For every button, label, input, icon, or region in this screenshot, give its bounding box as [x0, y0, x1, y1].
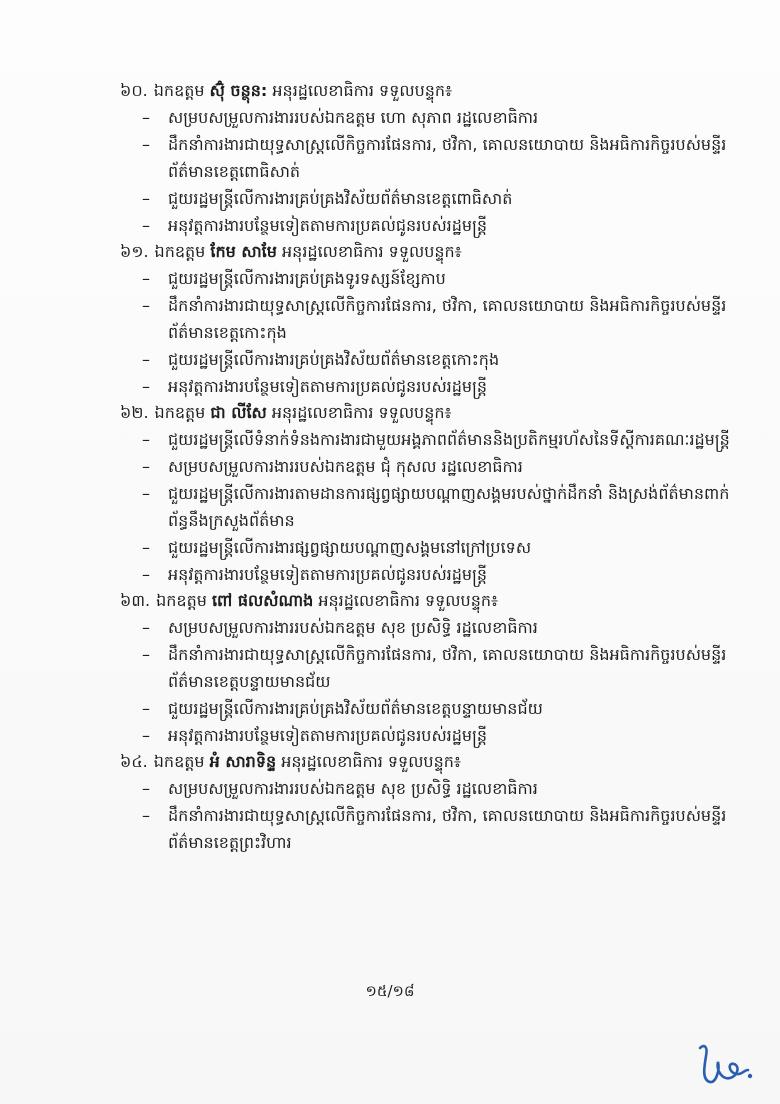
assignment-section [120, 78, 740, 239]
honorific: ឯកឧត្តម [153, 81, 205, 100]
duty-item [120, 426, 740, 453]
official-role: អនុរដ្ឋលេខាធិការ ទទួលបន្ទុក៖ [318, 591, 499, 610]
duty-text: ជួយរដ្ឋមន្ត្រីលើការងារតាមដានការផ្សព្វផ្សាយបណ្តាញសង្គមរបស់ថ្នាក់ដឹកនាំ និងស្រង់ព័ត៌មានពាក់ព័ន្ធនឹងក្រសួងព័ត៌មាន [168, 484, 730, 530]
assignment-section [120, 588, 740, 749]
duty-item [120, 185, 740, 212]
dash-bullet: – [142, 377, 150, 396]
duty-item [120, 292, 740, 346]
section-number: ៦១. [120, 242, 149, 261]
duty-item [120, 480, 740, 534]
honorific: ឯកឧត្តម [154, 242, 206, 261]
signature-mark [694, 1040, 754, 1088]
dash-bullet: – [142, 645, 150, 664]
section-number: ៦០. [120, 81, 148, 100]
honorific: ឯកឧត្តម [153, 752, 205, 771]
duty-item [120, 212, 740, 239]
duty-item [120, 802, 740, 856]
duty-text: អនុវត្តការងារបន្ថែមទៀតតាមការប្រគល់ជូនរបស់រដ្ឋមន្ត្រី [168, 726, 487, 745]
duty-text: ដឹកនាំការងារជាយុទ្ធសាស្ត្រលើកិច្ចការផែនការ, ថវិកា, គោលនយោបាយ និងអធិការកិច្ចរបស់មន្ទីរព័ត៌មានខេត្តព្រះវិហារ [168, 806, 727, 852]
dash-bullet: – [142, 430, 150, 449]
assignment-list [120, 78, 740, 856]
duty-text: ជួយរដ្ឋមន្ត្រីលើការងារគ្រប់គ្រងវិស័យព័ត៌មានខេត្តកោះកុង [168, 350, 500, 369]
honorific: ឯកឧត្តម [154, 403, 206, 422]
duty-text: សម្របសម្រួលការងាររបស់ឯកឧត្តម សុខ ប្រសិទ្ធិ រដ្ឋលេខាធិការ [168, 618, 538, 637]
duty-item [120, 104, 740, 131]
honorific: ឯកឧត្តម [156, 591, 207, 610]
section-number: ៦២. [120, 403, 149, 422]
duty-item [120, 346, 740, 373]
duty-text: អនុវត្តការងារបន្ថែមទៀតតាមការប្រគល់ជូនរបស់រដ្ឋមន្ត្រី [168, 565, 487, 584]
duty-item [120, 265, 740, 292]
duty-text: ជួយរដ្ឋមន្ត្រីលើទំនាក់ទំនងការងារជាមួយអង្គភាពព័ត៌មាននិងប្រតិកម្មរហ័សនៃទីស្តីការគណៈរដ្ឋមន្ត្រី [168, 430, 730, 449]
dash-bullet: – [142, 189, 150, 208]
section-number: ៦៤. [120, 752, 148, 771]
duty-text: ជួយរដ្ឋមន្ត្រីលើការងារគ្រប់គ្រងវិស័យព័ត៌មានខេត្តបន្ទាយមានជ័យ [168, 699, 543, 718]
official-name: កែម សាមែ [210, 242, 277, 261]
duty-item [120, 373, 740, 400]
section-heading [120, 239, 740, 265]
dash-bullet: – [142, 350, 150, 369]
dash-bullet: – [142, 296, 150, 315]
section-heading [120, 588, 740, 614]
dash-bullet: – [142, 699, 150, 718]
duty-item [120, 534, 740, 561]
duty-item [120, 641, 740, 695]
duty-text: អនុវត្តការងារបន្ថែមទៀតតាមការប្រគល់ជូនរបស់រដ្ឋមន្ត្រី [168, 216, 487, 235]
duty-item [120, 453, 740, 480]
official-role: អនុរដ្ឋលេខាធិការ ទទួលបន្ទុក៖ [271, 403, 452, 422]
duty-text: សម្របសម្រួលការងាររបស់ឯកឧត្តម ហោ សុភាព រដ្ឋលេខាធិការ [168, 108, 539, 127]
duty-text: ដឹកនាំការងារជាយុទ្ធសាស្ត្រលើកិច្ចការផែនការ, ថវិកា, គោលនយោបាយ និងអធិការកិច្ចរបស់មន្ទីរព័ត៌មានខេត្តពោធិសាត់ [168, 135, 727, 181]
official-role: អនុរដ្ឋលេខាធិការ ទទួលបន្ទុក៖ [281, 752, 461, 771]
duty-text: ដឹកនាំការងារជាយុទ្ធសាស្ត្រលើកិច្ចការផែនការ, ថវិកា, គោលនយោបាយ និងអធិការកិច្ចរបស់មន្ទីរព័ត៌មានខេត្តបន្ទាយមានជ័យ [168, 645, 727, 691]
section-heading [120, 400, 740, 426]
duty-text: ជួយរដ្ឋមន្ត្រីលើការងារគ្រប់គ្រងទូរទស្សន៍ខ្សែកាប [168, 269, 446, 288]
official-name: អំ សារាទិន្ទ [209, 752, 277, 771]
dash-bullet: – [142, 806, 150, 825]
duty-text: សម្របសម្រួលការងាររបស់ឯកឧត្តម សុខ ប្រសិទ្ធិ រដ្ឋលេខាធិការ [168, 779, 538, 798]
dash-bullet: – [142, 618, 150, 637]
official-name: ជា លីសែ [210, 403, 267, 422]
duty-item [120, 131, 740, 185]
dash-bullet: – [142, 135, 150, 154]
duty-item [120, 695, 740, 722]
duty-item [120, 614, 740, 641]
duty-text: សម្របសម្រួលការងាររបស់ឯកឧត្តម ជុំ កុសល រដ្ឋលេខាធិការ [168, 457, 523, 476]
dash-bullet: – [142, 457, 150, 476]
official-name: ស៊ុំ ចន្ថុន: [209, 81, 268, 100]
dash-bullet: – [142, 108, 150, 127]
section-heading [120, 749, 740, 775]
dash-bullet: – [142, 565, 150, 584]
duty-text: អនុវត្តការងារបន្ថែមទៀតតាមការប្រគល់ជូនរបស់រដ្ឋមន្ត្រី [168, 377, 487, 396]
section-number: ៦៣. [120, 591, 151, 610]
duty-item [120, 775, 740, 802]
page-number: ១៥/១៨ [365, 982, 415, 1000]
official-role: អនុរដ្ឋលេខាធិការ ទទួលបន្ទុក៖ [282, 242, 462, 261]
section-heading [120, 78, 740, 104]
dash-bullet: – [142, 779, 150, 798]
official-role: អនុរដ្ឋលេខាធិការ ទទួលបន្ទុក៖ [272, 81, 453, 100]
duty-text: ជួយរដ្ឋមន្ត្រីលើការងារគ្រប់គ្រងវិស័យព័ត៌មានខេត្តពោធិសាត់ [168, 189, 513, 208]
dash-bullet: – [142, 216, 150, 235]
dash-bullet: – [142, 269, 150, 288]
assignment-section [120, 400, 740, 588]
duty-text: ជួយរដ្ឋមន្ត្រីលើការងារផ្សព្វផ្សាយបណ្តាញសង្គមនៅក្រៅប្រទេស [168, 538, 532, 557]
duty-item [120, 722, 740, 749]
duty-item [120, 561, 740, 588]
duty-text: ដឹកនាំការងារជាយុទ្ធសាស្ត្រលើកិច្ចការផែនការ, ថវិកា, គោលនយោបាយ និងអធិការកិច្ចរបស់មន្ទីរព័ត៌មានខេត្តកោះកុង [168, 296, 727, 342]
dash-bullet: – [142, 484, 150, 503]
official-name: ពៅ ផលសំណាង [211, 591, 314, 610]
assignment-section [120, 239, 740, 400]
dash-bullet: – [142, 538, 150, 557]
assignment-section [120, 749, 740, 856]
dash-bullet: – [142, 726, 150, 745]
